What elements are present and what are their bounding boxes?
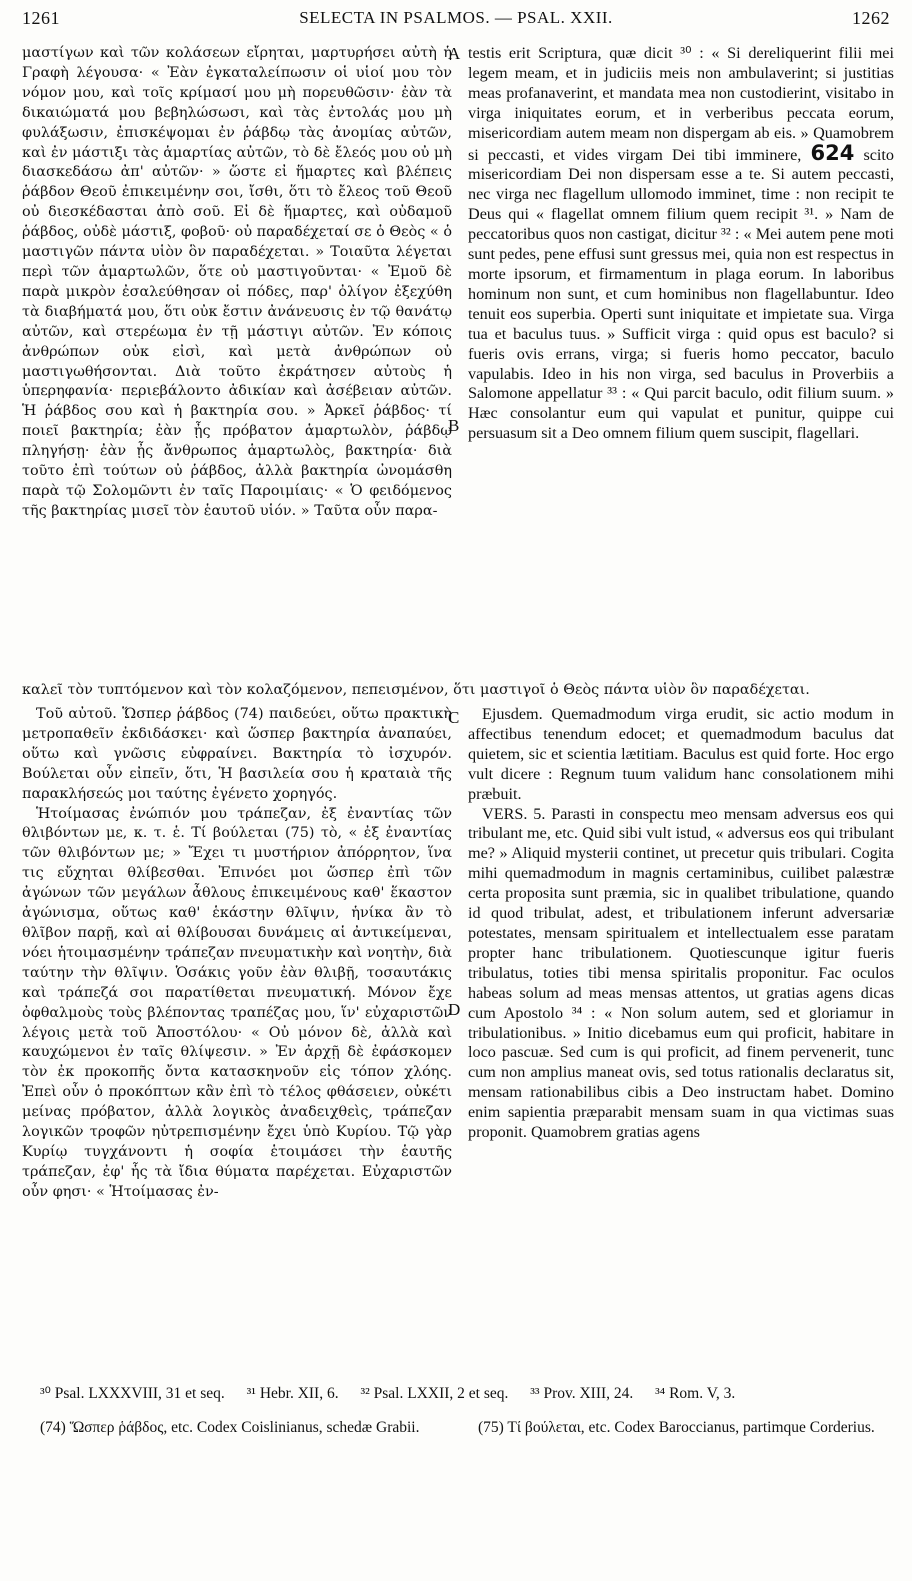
greek-paragraph-ejusdem: Τοῦ αὐτοῦ. Ὥσπερ ῥάβδος (74) παιδεύει, οὕτω πρακτικὴ μετροπαθεῖν ἐκδιδάσκει· καὶ ὥσπερ βακτηρία ἀναπαύει, οὕτω καὶ γνῶσις εὐφραίνει. Βακτηρία τὸ ἰσχυρόν. Βούλεται οὖν εἰπεῖν, ὅτι, Ἡ βασιλεία σου ἡ κραταιὰ τῆς παρακλήσεώς μοι ταύτης ἐγένετο χορηγός. <box>22 706 452 802</box>
margin-marker-d: D <box>448 1000 461 1019</box>
margin-marker-b: B <box>448 416 460 435</box>
footnote-32: ³² Psal. LXXII, 2 et seq. <box>360 1385 509 1402</box>
footnote-30: ³⁰ Psal. LXXXVIII, 31 et seq. <box>40 1385 225 1402</box>
page-title: SELECTA IN PSALMOS. — PSAL. XXII. <box>299 8 613 27</box>
latin-text-a2: scito misericordiam Dei non dispersam esse a te. Si autem peccasti, nec virga nec flagellum ullomodo imminet, time : non recipit te Deus qui « flagellat omnem filium quem recipit ³¹. » Nam de peccatoribus quos non castigat, dicitur ³² : « Mei autem pene moti sunt pedes, pene effusi sunt gressus mei, quia non est respectus in morte ipsorum, et firmamentum in plaga eorum. In laboribus hominum non sunt, et cum hominibus non flagellabuntur. Ideo tenuit eos superbia. Operti sunt iniquitate et impietate sua. Virga tua et baculus tuus. » Sufficit virga : quid opus est baculo? si fueris ovis errans, virga; si fueris homo peccator, baculo vapulabis. Ideo in his non virga, sed baculus in Proverbiis a Salomone appellatur ³³ : « Qui parcit baculo, odit filium suum. » Hæc consolantur eum qui vapulat et punitur, quippe cui persuasum sit a Deo omnem filium quem suscipit, flagellari. <box>468 145 895 443</box>
greek-column-lower <box>22 705 452 1203</box>
critical-note-75: (75) Τί βούλεται, etc. Codex Baroccianus, partimque Corderius. <box>478 1419 875 1436</box>
full-width-greek-line: καλεῖ τὸν τυπτόμενον καὶ τὸν κολαζόμενον, πεπεισμένον, ὅτι μαστιγοῖ ὁ Θεὸς πάντα υἱὸν ὃν παραδέχεται. <box>22 682 810 698</box>
margin-marker-c: C <box>448 708 460 727</box>
latin-paragraph-ejusdem: Ejusdem. Quemadmodum virga erudit, sic actio modum in affectibus tenendum edocet; et quemadmodum baculus dat quietem, sic et scientia lætitiam. Baculus est quid forte. Hoc ergo vult dicere : Regnum tuum validum hanc consolationem mihi præbuit. <box>468 705 894 803</box>
greek-paragraph: μαστίγων καὶ τῶν κολάσεων εἴρηται, μαρτυρήσει αὐτὴ ἡ Γραφὴ λέγουσα· « Ἐὰν ἐγκαταλείπωσιν οἱ υἱοί μου τὸν νόμον μου, καὶ τοῖς κρίμασί μου μὴ πορευθῶσιν· ἐὰν τὰ δικαιώματά μου βεβηλώσωσι, καὶ τὰς ἐντολάς μου μὴ φυλάξωσιν, ἐπισκέψομαι ἐν ῥάβδῳ τὰς ἀνομίας αὐτῶν, καὶ ἐν μάστιξι τὰς ἁμαρτίας αὐτῶν, τὸ δὲ ἔλεός μου οὐ μὴ διασκεδάσω ἀπ' αὐτῶν· » ὥστε εἰ ἥμαρτες καὶ βλέπεις ῥάβδον Θεοῦ ἐπικειμένην σοι, ἴσθι, ὅτι τὸ ἔλεος τοῦ Θεοῦ οὐ διεσκέδασται ἀπὸ σοῦ. Εἰ δὲ ἥμαρτες, καὶ οὐδαμοῦ ῥάβδος, οὐδὲ μάστιξ, φοβοῦ· οὐ παραδέχεταί σε ὁ Θεὸς « ὁ μαστιγῶν πάντα υἱὸν ὃν παραδέχεται. » Τοιαῦτα λέγεται περὶ τῶν ἁμαρτωλῶν, ὅτε οὐ μαστιγοῦνται· « Ἐμοῦ δὲ παρὰ μικρὸν ἐσαλεύθησαν οἱ πόδες, παρ' ὀλίγον ἐξεχύθη τὰ διαβήματά μου, ὅτι οὐκ ἔστιν ἀνάνευσις ἐν τῷ θανάτῳ αὐτῶν, καὶ στερέωμα ἐν τῇ μάστιγι αὐτῶν. Ἐν κόποις ἀνθρώπων οὐκ εἰσὶ, καὶ μετὰ ἀνθρώπων οὐ μαστιγωθήσονται. Διὰ τοῦτο ἐκράτησεν αὐτοὺς ἡ ὑπερηφανία· περιεβάλοντο ἀδικίαν καὶ ἀσέβειαν αὐτῶν. Ἡ ῥάβδος σου καὶ ἡ βακτηρία σου. » Ἀρκεῖ ῥάβδος· τί ποιεῖ βακτηρία; ἐὰν ᾖς πρόβατον ἁμαρτωλὸν, ῥάβδῳ πληγήσῃ· ἐὰν ᾖς ἄνθρωπος ἁμαρτωλὸς, βακτηρία· διὰ τοῦτο ἐπὶ τούτων οὐ ῥάβδος, ἀλλὰ βακτηρία ὠνομάσθη παρὰ τῷ Σολομῶντι ἐν ταῖς Παροιμίαις· « Ὁ φειδόμενος τῆς βακτηρίας μισεῖ τὸν ἑαυτοῦ υἱόν. » Ταῦτα οὖν παρα- <box>22 45 452 519</box>
footnote-31: ³¹ Hebr. XII, 6. <box>246 1385 339 1402</box>
latin-paragraph-vers5: VERS. 5. Parasti in conspectu meo mensam adversus eos qui tribulant me, etc. Quid sibi vult istud, « adversus eos qui tribulant me? » Aliquid mysterii continet, ut precetur quis tribulari. Cogita mihi quemadmodum in magnis certaminibus, cuilibet palæstræ certa proposita sunt præmia, sic in qualibet tribulatione, quando id quod tribulat, adest, et tribulationem inferunt adversariæ potestates, mensam spiritualem et intellectualem esse paratam propter hanc tribulationem. Quotiescunque igitur fueris tribulatus, toties tibi mensa spiritalis proponitur. Fac oculos habeas solum ad meas mensas attentos, ut gratias agens dicas cum Apostolo ³⁴ : « Non solum autem, sed et gloriamur in tribulationibus. » Initio dicebamus eum qui proficit, habitare in loco pascuæ. Sed cum is qui proficit, ad finem pervenerit, tunc cum non amplius maneat ovis, sed totus rationalis declaratus sit, mensam rationabilibus cibis a Deo instructam habet. Domino enim sapientia præparabit mensam suam in qua victimas suas proponit. Quamobrem gratias agens <box>468 804 894 1142</box>
running-head <box>22 8 890 32</box>
critical-note-74: (74) Ὥσπερ ῥάβδος, etc. Codex Coislinianus, schedæ Grabii. <box>40 1419 420 1436</box>
greek-paragraph-vers5: Ἡτοίμασας ἐνώπιόν μου τράπεζαν, ἐξ ἐναντίας τῶν θλιβόντων με, κ. τ. ἑ. Τί βούλεται (75) τὸ, « ἐξ ἐναντίας τῶν θλιβόντων με; » Ἔχει τι μυστήριον ἀπόρρητον, ἵνα τις εὔχηται θλίβεσθαι. Ἐπινόει μοι ὥσπερ ἐπὶ τῶν ἀγώνων τῶν μεγάλων ἆθλους ἐπικειμένους καθ' ἕκαστον ἀγώνισμα, οὕτως καθ' ἑκάστην θλῖψιν, ἡνίκα ἂν τὸ θλῖβον παρῇ, καὶ αἱ θλίβουσαι δυνάμεις αἱ ἀντικείμεναι, νόει ἡτοιμασμένην τράπεζαν πνευματικὴν καὶ νοητὴν, διὰ ταύτην τὴν θλῖψιν. Ὁσάκις γοῦν ἐὰν θλιβῇ, τοσαυτάκις καὶ τράπεζά σοι παρατίθεται πνευματική. Μόνον ἔχε ὀφθαλμοὺς τοὺς βλέποντας τραπέζας μου, ἵν' εὐχαριστῶν λέγοις μετὰ τοῦ Ἀποστόλου· « Οὐ μόνον δὲ, ἀλλὰ καὶ καυχώμενοι ἐν ταῖς θλίψεσιν. » Ἐν ἀρχῇ δὲ ἐφάσκομεν τὸν ἐκ προκοπῆς ὄντα κατασκηνοῦν εἰς τόπον χλόης. Ἐπεὶ οὖν ὁ προκόπτων κἂν ἐπὶ τὸ τέλος φθάσειεν, οὐκέτι μείνας πρόβατον, ἀλλὰ λογικὸς ἀναδειχθεὶς, τράπεζαν λογικῶν τροφῶν ηὐτρεπισμένην ἔχει ὑπὸ Κυρίου. Τῷ γὰρ Κυρίῳ τυγχάνοντι ἡ σοφία ἑτοιμάσει τὴν ἑαυτῆς τράπεζαν, ἐφ' ἧς τὰ ἴδια θύματα παρέχεται. Εὐχαριστῶν οὖν φησι· « Ἡτοίμασας ἐν- <box>22 805 452 1200</box>
latin-text-a1: testis erit Scriptura, quæ dicit ³⁰ : « Si dereliquerint filii mei legem meam, et in judiciis meis non ambulaverint; si justitias meas profanaverint, et mandata mea non custodierint, visitabo in virga iniquitates eorum, et in verberibus peccata eorum, misericordiam autem meam non dispergam ab eis. » Quamobrem si peccasti, et vides virgam Dei tibi imminere, <box>468 44 894 164</box>
footnotes <box>40 1384 872 1403</box>
margin-marker-a: A <box>448 44 461 63</box>
latin-paragraph-a <box>468 44 894 444</box>
latin-column-upper <box>468 44 894 444</box>
full-width-line <box>22 681 892 701</box>
greek-column-upper <box>22 44 452 522</box>
page-number-left: 1261 <box>22 8 60 28</box>
footnote-33: ³³ Prov. XIII, 24. <box>530 1385 634 1402</box>
footnote-34: ³⁴ Rom. V, 3. <box>655 1385 736 1402</box>
page-number-right: 1262 <box>852 8 890 28</box>
latin-column-lower <box>468 705 894 1143</box>
migne-column-number: 624 <box>810 140 855 165</box>
